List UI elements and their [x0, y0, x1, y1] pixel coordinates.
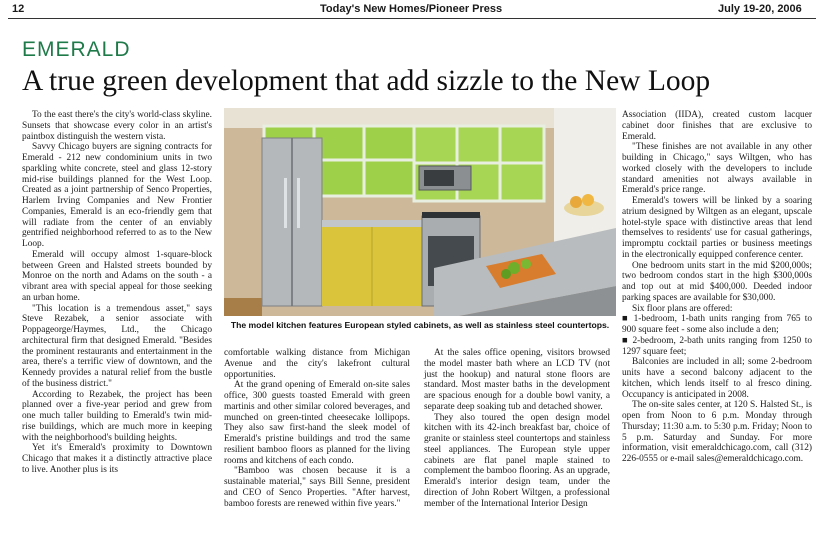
paragraph: "Bamboo was chosen because it is a sustainable material," says Bill Senne, president and CEO of Senco Properties. "After harvest, bamboo forests are renewed within five years."	[224, 466, 410, 509]
list-item: ■ 2-bedroom, 2-bath units ranging from 1250 to 1297 square feet;	[622, 335, 812, 357]
article-column-4	[622, 110, 812, 465]
paragraph: At the sales office opening, visitors browsed the model master bath where an LCD TV (not just the hookup) and natural stone floors are standard. Most master baths in the development are spacious enough for a double bowl vanity, a separate deep soaking tub and detached shower.	[424, 348, 610, 412]
header-rule	[8, 18, 816, 19]
photo-caption: The model kitchen features European styled cabinets, as well as stainless steel countertops.	[224, 318, 616, 332]
paragraph: At the grand opening of Emerald on-site sales office, 300 guests toasted Emerald with green martinis and other similar colored beverages, and munched on green-tinted cheesecake lollipops. They also saw first-hand the sleek model of Emerald's pristine buildings and trod the same resilient bamboo floors as planned for the living rooms and kitchens of each condo.	[224, 380, 410, 466]
paragraph: "These finishes are not available in any other building in Chicago," says Wiltgen, who has worked closely with the developers to include standard amenities not always available in Emerald's price range.	[622, 142, 812, 196]
kitchen-illustration	[224, 108, 616, 316]
paragraph: To the east there's the city's world-class skyline. Sunsets that showcase every color in an artist's paintbox distinguish the western vista.	[22, 110, 212, 142]
article-column-3	[424, 348, 610, 509]
article-column-2	[224, 348, 410, 509]
paragraph: Yet it's Emerald's proximity to Downtown Chicago that makes it a distinctly attractive place to live. Another plus is its	[22, 443, 212, 475]
article-column-1	[22, 110, 212, 476]
publication-name: Today's New Homes/Pioneer Press	[320, 3, 503, 15]
page-number: 12	[12, 3, 25, 15]
paragraph: comfortable walking distance from Michigan Avenue and the city's lakefront cultural opportunities.	[224, 348, 410, 380]
paragraph: Savvy Chicago buyers are signing contracts for Emerald - 212 new condominium units in two sparkling white concrete, steel and glass 12-story mid-rise buildings planned for the West Loop. Created as a joint partnership of Senco Properties, Harlem Irving Companies and New Frontier Companies, Emerald is an eco-friendly gem that will radiate from the center of an enviably gentrified neighborhood referred to as to the New Loop.	[22, 142, 212, 249]
headline: A true green development that add sizzle to the New Loop	[22, 65, 711, 97]
paragraph: Balconies are included in all; some 2-bedroom units have a second balcony adjacent to the kitchen, which lends itself to al fresco dining. Occupancy is anticipated in 2008.	[622, 357, 812, 400]
list-item: ■ 1-bedroom, 1-bath units ranging from 765 to 900 square feet - some also include a den;	[622, 314, 812, 335]
paragraph: Emerald's towers will be linked by a soaring atrium designed by Wiltgen as an elegant, upscale hotel-style space with distinctive areas that lend themselves to residents' use for casual gatherings, impromptu cocktail parties or business meetings in the electronically equipped conference center.	[622, 196, 812, 260]
paragraph: Emerald will occupy almost 1-square-block between Green and Halsted streets bounded by Monroe on the north and Adams on the south - a vibrant area with special appeal for those seeking an urban home.	[22, 249, 212, 303]
section-label: EMERALD	[22, 38, 131, 61]
kitchen-photo	[224, 108, 616, 316]
paragraph: The on-site sales center, at 120 S. Halsted St., is open from Noon to 6 p.m. Monday through Thursday; 11:30 a.m. to 5:30 p.m. Friday; Noon to 5 p.m. Saturday and Sunday. For more information, visit emeraldchicago.com, call (312) 226-0555 or e-mail sales@emeraldchicago.com.	[622, 400, 812, 464]
paragraph: One bedroom units start in the mid $200,000s; two bedroom condos start in the high $300,000s and top out at mid $400,000. Deeded indoor parking spaces are available for $30,000.	[622, 260, 812, 303]
paragraph: Six floor plans are offered:	[632, 303, 733, 314]
paragraph: Association (IIDA), created custom lacquer cabinet door finishes that are exclusive to Emerald.	[622, 110, 812, 142]
issue-date: July 19-20, 2006	[718, 3, 802, 15]
paragraph: They also toured the open design model kitchen with its 42-inch breakfast bar, choice of granite or stainless steel countertops and stainless steel appliances. The European style upper cabinets are flat panel maple stained to complement the bamboo flooring. As an upgrade, Emerald's interior design team, under the direction of John Robert Wiltgen, a professional member of the International Interior Design	[424, 412, 610, 509]
paragraph: According to Rezabek, the project has been planned over a five-year period and grew from one much taller building to Emerald's twin mid-rise buildings, which are much more in keeping with the neighborhood's building heights.	[22, 389, 212, 443]
paragraph: "This location is a tremendous asset," says Steve Rezabek, a senior associate with Poppageorge/Haymes, Ltd., the Chicago architectural firm that designed Emerald. "Besides the prominent restaurants and entertainment in the area, there's a terrific view of downtown, and the Kennedy provides a natural relief from the bustle of the business district."	[22, 303, 212, 389]
